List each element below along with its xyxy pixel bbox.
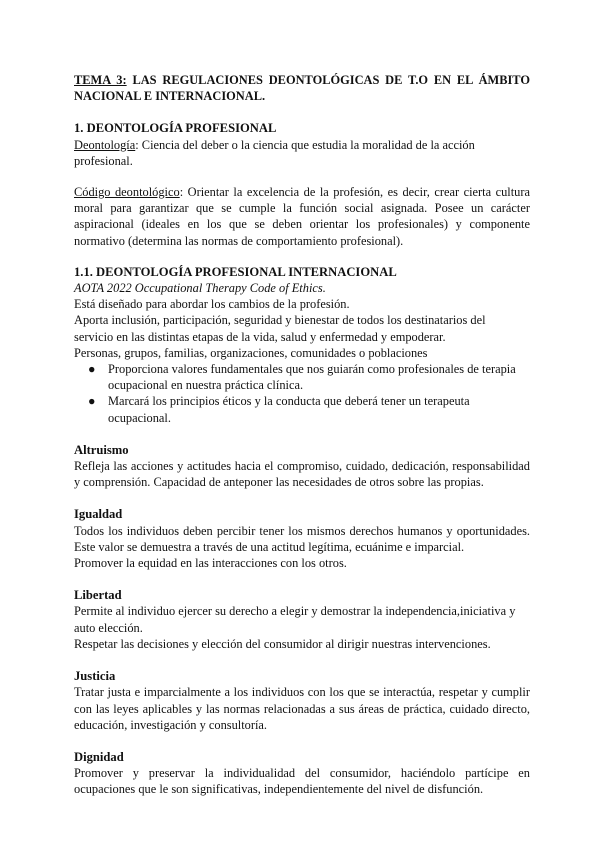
page-content — [74, 72, 530, 798]
definition-term: Deontología — [74, 137, 136, 152]
aota-subtitle: AOTA 2022 Occupational Therapy Code of Ethics. — [74, 281, 326, 296]
value-text: Promover la equidad en las interacciones con los otros. — [74, 556, 347, 571]
value-text: Todos los individuos deben percibir tener los mismos derechos humanos y oportunidades. Este valor se demuestra a través de una actitud legítima, ecuánime e imparcial. — [74, 523, 530, 554]
value-heading-igualdad: Igualdad — [74, 507, 123, 522]
value-heading-dignidad: Dignidad — [74, 749, 124, 764]
bullet-list — [74, 361, 530, 426]
title-text: LAS REGULACIONES DEONTOLÓGICAS DE T.O EN EL ÁMBITO NACIONAL E INTERNACIONAL. — [74, 73, 530, 104]
value-heading-libertad: Libertad — [74, 588, 122, 603]
list-item: ● Proporciona valores fundamentales que nos guiarán como profesionales de terapia ocupacional en nuestra práctica clínica. — [88, 362, 516, 393]
definition-codigo — [74, 184, 530, 249]
section-1-1-heading: 1.1. DEONTOLOGÍA PROFESIONAL INTERNACIONAL — [74, 264, 397, 279]
value-text: Promover y preservar la individualidad del consumidor, haciéndolo partícipe en ocupaciones que le son significativas, independientemente del nivel de disfunción. — [74, 766, 530, 797]
definition-term: Código deontológico — [74, 185, 180, 200]
tema-label: TEMA 3: — [74, 73, 127, 87]
value-text: Tratar justa e imparcialmente a los individuos con los que se interactúa, respetar y cumplir con las leyes aplicables y las normas relacionadas a sus áreas de práctica, cuidado directo, educación, investigación y consultoría. — [74, 685, 530, 732]
section-1-1-line-2: Aporta inclusión, participación, seguridad y bienestar de todos los destinatarios del servicio en las distintas etapas de la vida, salud y enfermedad y empoderar. Personas, grupos, familias, organizaciones, comunidades o poblaciones — [74, 313, 486, 360]
value-heading-altruismo: Altruismo — [74, 442, 129, 457]
section-1-heading: 1. DEONTOLOGÍA PROFESIONAL — [74, 121, 277, 136]
value-text: Permite al individuo ejercer su derecho a elegir y demostrar la independencia,iniciativa y auto elección. — [74, 604, 516, 635]
page-title — [74, 72, 530, 104]
section-1-1-line-1: Está diseñado para abordar los cambios de la profesión. — [74, 297, 350, 312]
value-text: Respetar las decisiones y elección del consumidor al dirigir nuestras intervenciones. — [74, 636, 491, 651]
definition-text: : Orientar la excelencia de la profesión, es decir, crear cierta cultura moral para garantizar que se cumple la función social asignada. Posee un carácter aspiracional (ideales en los que se deben orientar los profesionales) y componente normativo (determina las normas de comportamiento profesional). — [74, 185, 530, 248]
definition-text: : Ciencia del deber o la ciencia que estudia la moralidad de la acción profesional. — [74, 137, 475, 168]
value-text: Refleja las acciones y actitudes hacia el compromiso, cuidado, dedicación, responsabilidad y comprensión. Capacidad de anteponer las necesidades de otros sobre las propias. — [74, 459, 530, 490]
definition-deontologia — [74, 137, 530, 169]
list-item: ● Marcará los principios éticos y la conducta que deberá tener un terapeuta ocupacional. — [88, 394, 470, 425]
value-heading-justicia: Justicia — [74, 669, 116, 684]
